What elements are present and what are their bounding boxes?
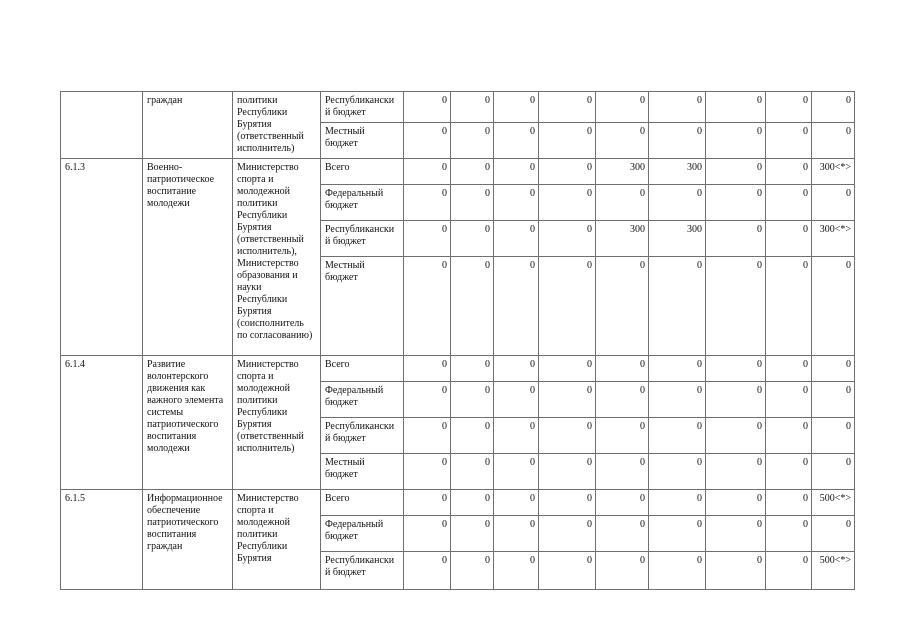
value-cell: 0 — [494, 257, 539, 356]
funding-source-cell — [321, 159, 404, 185]
value-cell: 0 — [766, 516, 812, 552]
activity-name-text: Военно- патриотическое воспитание молодежи — [147, 162, 215, 209]
value-cell: 0 — [404, 552, 451, 590]
funding-source-cell — [321, 92, 404, 123]
value-cell: 0 — [766, 185, 812, 221]
value-cell: 300 — [596, 159, 649, 185]
value-cell: 0 — [766, 159, 812, 185]
activity-name-cell — [143, 159, 233, 356]
value-cell: 0 — [451, 123, 494, 159]
value-cell: 0 — [706, 418, 766, 454]
funding-source-label: Республикански й бюджет — [325, 224, 395, 247]
funding-source-cell — [321, 257, 404, 356]
activity-name-text: Развитие волонтерского движения как важного элемента системы патриотического воспитания молодежи — [147, 359, 224, 454]
value-cell: 0 — [451, 159, 494, 185]
value-cell: 0 — [596, 185, 649, 221]
value-cell: 0 — [451, 221, 494, 257]
value-cell: 0 — [766, 92, 812, 123]
value-cell: 0 — [766, 382, 812, 418]
value-cell: 0 — [404, 221, 451, 257]
value-cell: 0 — [649, 418, 706, 454]
funding-source-cell — [321, 382, 404, 418]
funding-source-label: Федеральный бюджет — [325, 188, 384, 211]
value-cell: 0 — [766, 418, 812, 454]
value-cell: 0 — [596, 92, 649, 123]
value-cell: 0 — [706, 221, 766, 257]
value-cell: 0 — [649, 356, 706, 382]
value-cell: 500<*> — [812, 490, 855, 516]
value-cell: 0 — [766, 257, 812, 356]
value-cell: 0 — [451, 490, 494, 516]
value-cell: 0 — [539, 516, 596, 552]
value-cell: 0 — [706, 454, 766, 490]
value-cell: 0 — [539, 159, 596, 185]
value-cell: 0 — [649, 123, 706, 159]
value-cell: 0 — [451, 516, 494, 552]
funding-source-label: Местный бюджет — [325, 126, 365, 149]
code-text: 6.1.5 — [65, 493, 85, 504]
value-cell: 0 — [812, 516, 855, 552]
value-cell: 0 — [404, 516, 451, 552]
value-cell: 0 — [596, 257, 649, 356]
funding-source-label: Федеральный бюджет — [325, 519, 384, 542]
value-cell: 0 — [494, 490, 539, 516]
value-cell: 0 — [451, 92, 494, 123]
funding-source-label: Всего — [325, 493, 350, 504]
value-cell: 0 — [404, 159, 451, 185]
value-cell: 0 — [404, 185, 451, 221]
value-cell: 0 — [539, 454, 596, 490]
funding-source-cell — [321, 185, 404, 221]
value-cell: 0 — [649, 552, 706, 590]
value-cell: 0 — [596, 382, 649, 418]
code-text: 6.1.4 — [65, 359, 85, 370]
code-cell — [61, 159, 143, 356]
value-cell: 300<*> — [812, 159, 855, 185]
value-cell: 0 — [494, 418, 539, 454]
value-cell: 0 — [404, 257, 451, 356]
value-cell: 0 — [404, 490, 451, 516]
value-cell: 0 — [812, 92, 855, 123]
value-cell: 0 — [539, 185, 596, 221]
value-cell: 0 — [596, 123, 649, 159]
value-cell: 0 — [404, 454, 451, 490]
executor-text: политики Республики Бурятия (ответственный исполнитель) — [237, 95, 304, 154]
value-cell: 0 — [494, 356, 539, 382]
funding-source-label: Всего — [325, 162, 350, 173]
funding-source-cell — [321, 221, 404, 257]
budget-table-body — [61, 92, 855, 590]
value-cell: 0 — [494, 92, 539, 123]
value-cell: 0 — [812, 356, 855, 382]
value-cell: 0 — [451, 185, 494, 221]
code-cell — [61, 356, 143, 490]
value-cell: 0 — [812, 382, 855, 418]
value-cell: 0 — [706, 356, 766, 382]
funding-source-cell — [321, 516, 404, 552]
value-cell: 0 — [812, 454, 855, 490]
value-cell: 0 — [539, 221, 596, 257]
executor-text: Министерство спорта и молодежной политики Республики Бурятия — [237, 493, 299, 564]
value-cell: 0 — [451, 257, 494, 356]
value-cell: 0 — [706, 552, 766, 590]
value-cell: 0 — [494, 221, 539, 257]
executor-cell — [233, 490, 321, 590]
value-cell: 300 — [596, 221, 649, 257]
value-cell: 0 — [766, 454, 812, 490]
value-cell: 0 — [706, 382, 766, 418]
funding-source-label: Республикански й бюджет — [325, 95, 395, 118]
value-cell: 0 — [649, 454, 706, 490]
value-cell: 0 — [404, 92, 451, 123]
value-cell: 0 — [404, 418, 451, 454]
funding-source-label: Местный бюджет — [325, 260, 365, 283]
funding-source-cell — [321, 454, 404, 490]
activity-name-cell — [143, 92, 233, 159]
value-cell: 0 — [596, 356, 649, 382]
value-cell: 300 — [649, 221, 706, 257]
funding-source-label: Всего — [325, 359, 350, 370]
funding-source-label: Федеральный бюджет — [325, 385, 384, 408]
value-cell: 0 — [539, 418, 596, 454]
table-row — [61, 356, 855, 382]
value-cell: 0 — [539, 257, 596, 356]
value-cell: 0 — [812, 418, 855, 454]
value-cell: 0 — [649, 92, 706, 123]
value-cell: 0 — [706, 123, 766, 159]
table-row — [61, 92, 855, 123]
executor-cell — [233, 356, 321, 490]
value-cell: 0 — [494, 552, 539, 590]
value-cell: 0 — [706, 257, 766, 356]
code-cell — [61, 92, 143, 159]
value-cell: 0 — [649, 490, 706, 516]
value-cell: 0 — [451, 454, 494, 490]
table-row — [61, 159, 855, 185]
executor-cell — [233, 159, 321, 356]
value-cell: 0 — [494, 454, 539, 490]
funding-source-cell — [321, 552, 404, 590]
value-cell: 0 — [494, 185, 539, 221]
value-cell: 0 — [494, 382, 539, 418]
value-cell: 0 — [812, 185, 855, 221]
value-cell: 500<*> — [812, 552, 855, 590]
value-cell: 0 — [494, 123, 539, 159]
value-cell: 0 — [494, 159, 539, 185]
value-cell: 0 — [451, 382, 494, 418]
value-cell: 0 — [494, 516, 539, 552]
value-cell: 300 — [649, 159, 706, 185]
executor-text: Министерство спорта и молодежной политики Республики Бурятия (ответственный исполнитель) — [237, 359, 304, 454]
funding-source-label: Республикански й бюджет — [325, 421, 395, 444]
activity-name-cell — [143, 356, 233, 490]
value-cell: 0 — [451, 418, 494, 454]
value-cell: 0 — [404, 356, 451, 382]
value-cell: 0 — [539, 356, 596, 382]
value-cell: 0 — [596, 418, 649, 454]
value-cell: 0 — [539, 552, 596, 590]
value-cell: 0 — [766, 356, 812, 382]
value-cell: 0 — [706, 159, 766, 185]
value-cell: 0 — [404, 123, 451, 159]
executor-cell — [233, 92, 321, 159]
activity-name-text: Информационное обеспечение патриотического воспитания граждан — [147, 493, 223, 552]
code-cell — [61, 490, 143, 590]
value-cell: 0 — [706, 490, 766, 516]
executor-text: Министерство спорта и молодежной политики Республики Бурятия (ответственный исполнитель), Министерство образования и науки Республики Бурятия (соисполнитель по согласованию) — [237, 162, 313, 341]
value-cell: 0 — [766, 123, 812, 159]
value-cell: 0 — [649, 185, 706, 221]
value-cell: 0 — [451, 552, 494, 590]
funding-source-cell — [321, 123, 404, 159]
activity-name-cell — [143, 490, 233, 590]
value-cell: 0 — [706, 516, 766, 552]
value-cell: 0 — [596, 552, 649, 590]
value-cell: 0 — [812, 123, 855, 159]
value-cell: 0 — [451, 356, 494, 382]
value-cell: 0 — [539, 123, 596, 159]
funding-source-label: Республикански й бюджет — [325, 555, 395, 578]
value-cell: 0 — [404, 382, 451, 418]
value-cell: 0 — [766, 221, 812, 257]
value-cell: 0 — [706, 185, 766, 221]
value-cell: 0 — [766, 490, 812, 516]
value-cell: 0 — [649, 257, 706, 356]
value-cell: 0 — [596, 454, 649, 490]
value-cell: 0 — [649, 382, 706, 418]
value-cell: 0 — [766, 552, 812, 590]
budget-table — [60, 91, 855, 590]
value-cell: 0 — [596, 490, 649, 516]
funding-source-cell — [321, 356, 404, 382]
funding-source-label: Местный бюджет — [325, 457, 365, 480]
value-cell: 0 — [649, 516, 706, 552]
value-cell: 0 — [539, 92, 596, 123]
table-row — [61, 490, 855, 516]
code-text: 6.1.3 — [65, 162, 85, 173]
value-cell: 0 — [539, 490, 596, 516]
value-cell: 0 — [539, 382, 596, 418]
value-cell: 0 — [596, 516, 649, 552]
funding-source-cell — [321, 418, 404, 454]
funding-source-cell — [321, 490, 404, 516]
value-cell: 0 — [706, 92, 766, 123]
activity-name-text: граждан — [147, 95, 183, 106]
value-cell: 300<*> — [812, 221, 855, 257]
value-cell: 0 — [812, 257, 855, 356]
